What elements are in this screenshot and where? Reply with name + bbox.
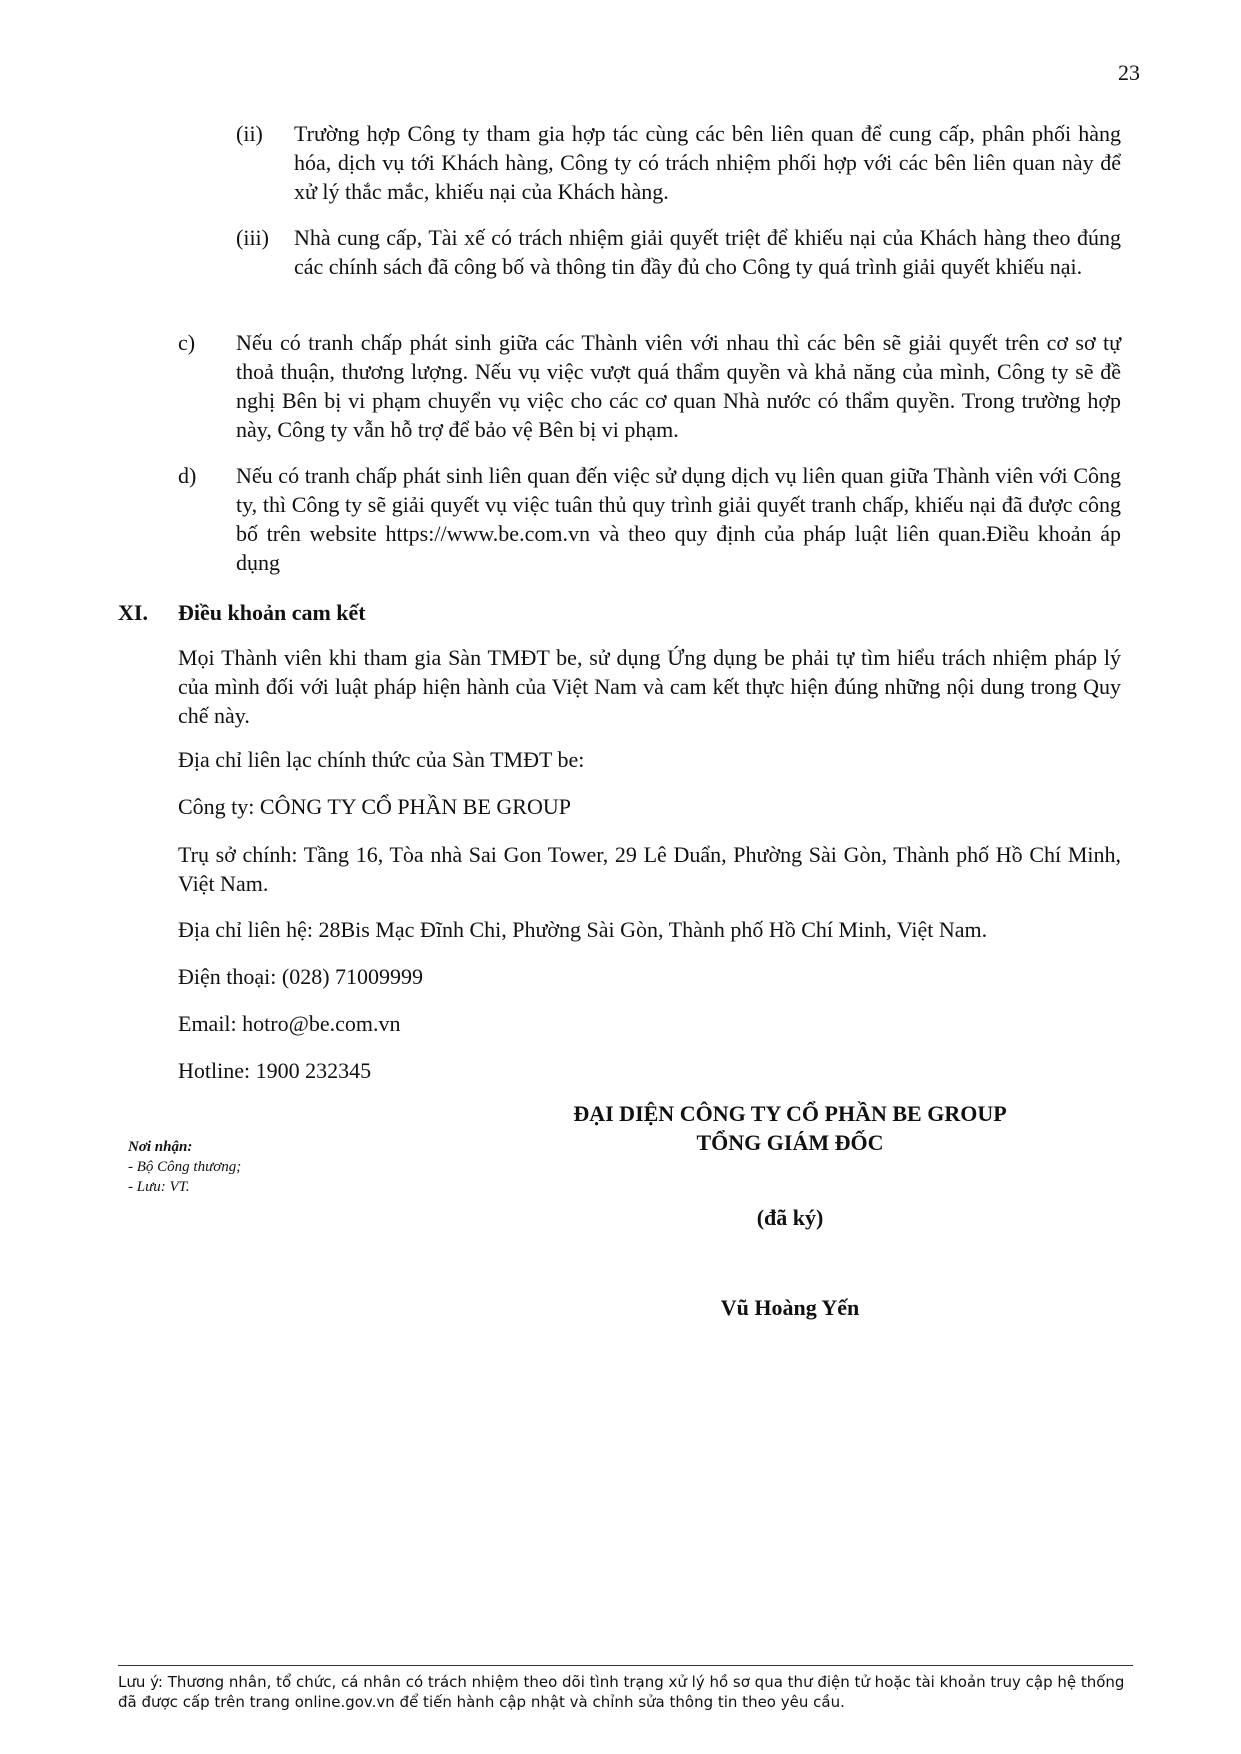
recipient-item: - Lưu: VT.	[128, 1179, 190, 1195]
recipient-item: - Bộ Công thương;	[128, 1159, 242, 1175]
footer-divider	[118, 1665, 1133, 1666]
commitment-text: Mọi Thành viên khi tham gia Sàn TMĐT be, sử dụng Ứng dụng be phải tự tìm hiểu trách nhiệm pháp lý của mình đối với luật pháp hiện hành của Việt Nam và cam kết thực hiện đúng những nội dung trong Quy chế này.	[178, 645, 1121, 728]
list-item-ii	[236, 119, 1121, 206]
footer-note: Lưu ý: Thương nhân, tổ chức, cá nhân có trách nhiệm theo dõi tình trạng xử lý hồ sơ qua thư điện tử hoặc tài khoản truy cập hệ thống đã được cấp trên trang online.gov.vn để tiến hành cập nhật và chỉnh sửa thông tin theo yêu cầu.	[118, 1673, 1125, 1711]
contact-address: Địa chỉ liên hệ: 28Bis Mạc Đĩnh Chi, Phường Sài Gòn, Thành phố Hồ Chí Minh, Việt Nam.	[178, 917, 988, 942]
signatory-name: Vũ Hoàng Yến	[720, 1295, 860, 1320]
section-title: Điều khoản cam kết	[178, 600, 366, 625]
recipients-block	[128, 1137, 241, 1197]
signature-signed: (đã ký)	[756, 1205, 824, 1230]
recipients-title: Nơi nhận:	[128, 1139, 193, 1155]
list-marker: (iii)	[236, 225, 269, 250]
contact-phone: Điện thoại: (028) 71009999	[178, 964, 424, 989]
signature-title: ĐẠI DIỆN CÔNG TY CỔ PHẦN BE GROUP	[573, 1101, 1007, 1126]
contact-intro: Địa chỉ liên lạc chính thức của Sàn TMĐT be:	[178, 747, 585, 772]
list-item-iii	[236, 223, 1121, 281]
list-marker: (ii)	[236, 121, 263, 146]
list-item-text: Nhà cung cấp, Tài xế có trách nhiệm giải quyết triệt để khiếu nại của Khách hàng theo đúng các chính sách đã công bố và thông tin đầy đủ cho Công ty quá trình giải quyết khiếu nại.	[294, 225, 1121, 279]
list-item-text: Nếu có tranh chấp phát sinh giữa các Thành viên với nhau thì các bên sẽ giải quyết trên cơ sơ tự thoả thuận, thương lượng. Nếu vụ việc vượt quá thẩm quyền và khả năng của mình, Công ty sẽ đề nghị Bên bị vi phạm chuyển vụ việc cho các cơ quan Nhà nước có thẩm quyền. Trong trường hợp này, Công ty vẫn hỗ trợ để bảo vệ Bên bị vi phạm.	[236, 330, 1121, 442]
contact-head-office	[178, 840, 1121, 898]
list-item-d	[178, 461, 1121, 577]
section-heading	[118, 598, 366, 627]
commitment-paragraph	[178, 643, 1121, 730]
signature-position: TỔNG GIÁM ĐỐC	[696, 1130, 884, 1155]
list-item-c	[178, 328, 1121, 444]
contact-company: Công ty: CÔNG TY CỔ PHẦN BE GROUP	[178, 794, 571, 819]
page-number: 23	[1118, 60, 1140, 85]
section-number: XI.	[118, 600, 148, 625]
list-item-text: Nếu có tranh chấp phát sinh liên quan đến việc sử dụng dịch vụ liên quan giữa Thành viên với Công ty, thì Công ty sẽ giải quyết vụ việc tuân thủ quy trình giải quyết tranh chấp, khiếu nại đã được công bố trên website https://www.be.com.vn và theo quy định của pháp luật liên quan.Điều khoản áp dụng	[236, 463, 1121, 575]
list-marker: d)	[178, 463, 197, 488]
list-item-text: Trường hợp Công ty tham gia hợp tác cùng các bên liên quan để cung cấp, phân phối hàng hóa, dịch vụ tới Khách hàng, Công ty có trách nhiệm phối hợp với các bên liên quan này để xử lý thắc mắc, khiếu nại của Khách hàng.	[294, 121, 1121, 204]
contact-head-office-text: Trụ sở chính: Tầng 16, Tòa nhà Sai Gon Tower, 29 Lê Duẩn, Phường Sài Gòn, Thành phố Hồ Chí Minh, Việt Nam.	[178, 842, 1121, 896]
contact-email: Email: hotro@be.com.vn	[178, 1011, 401, 1036]
list-marker: c)	[178, 330, 196, 355]
contact-hotline: Hotline: 1900 232345	[178, 1058, 372, 1083]
